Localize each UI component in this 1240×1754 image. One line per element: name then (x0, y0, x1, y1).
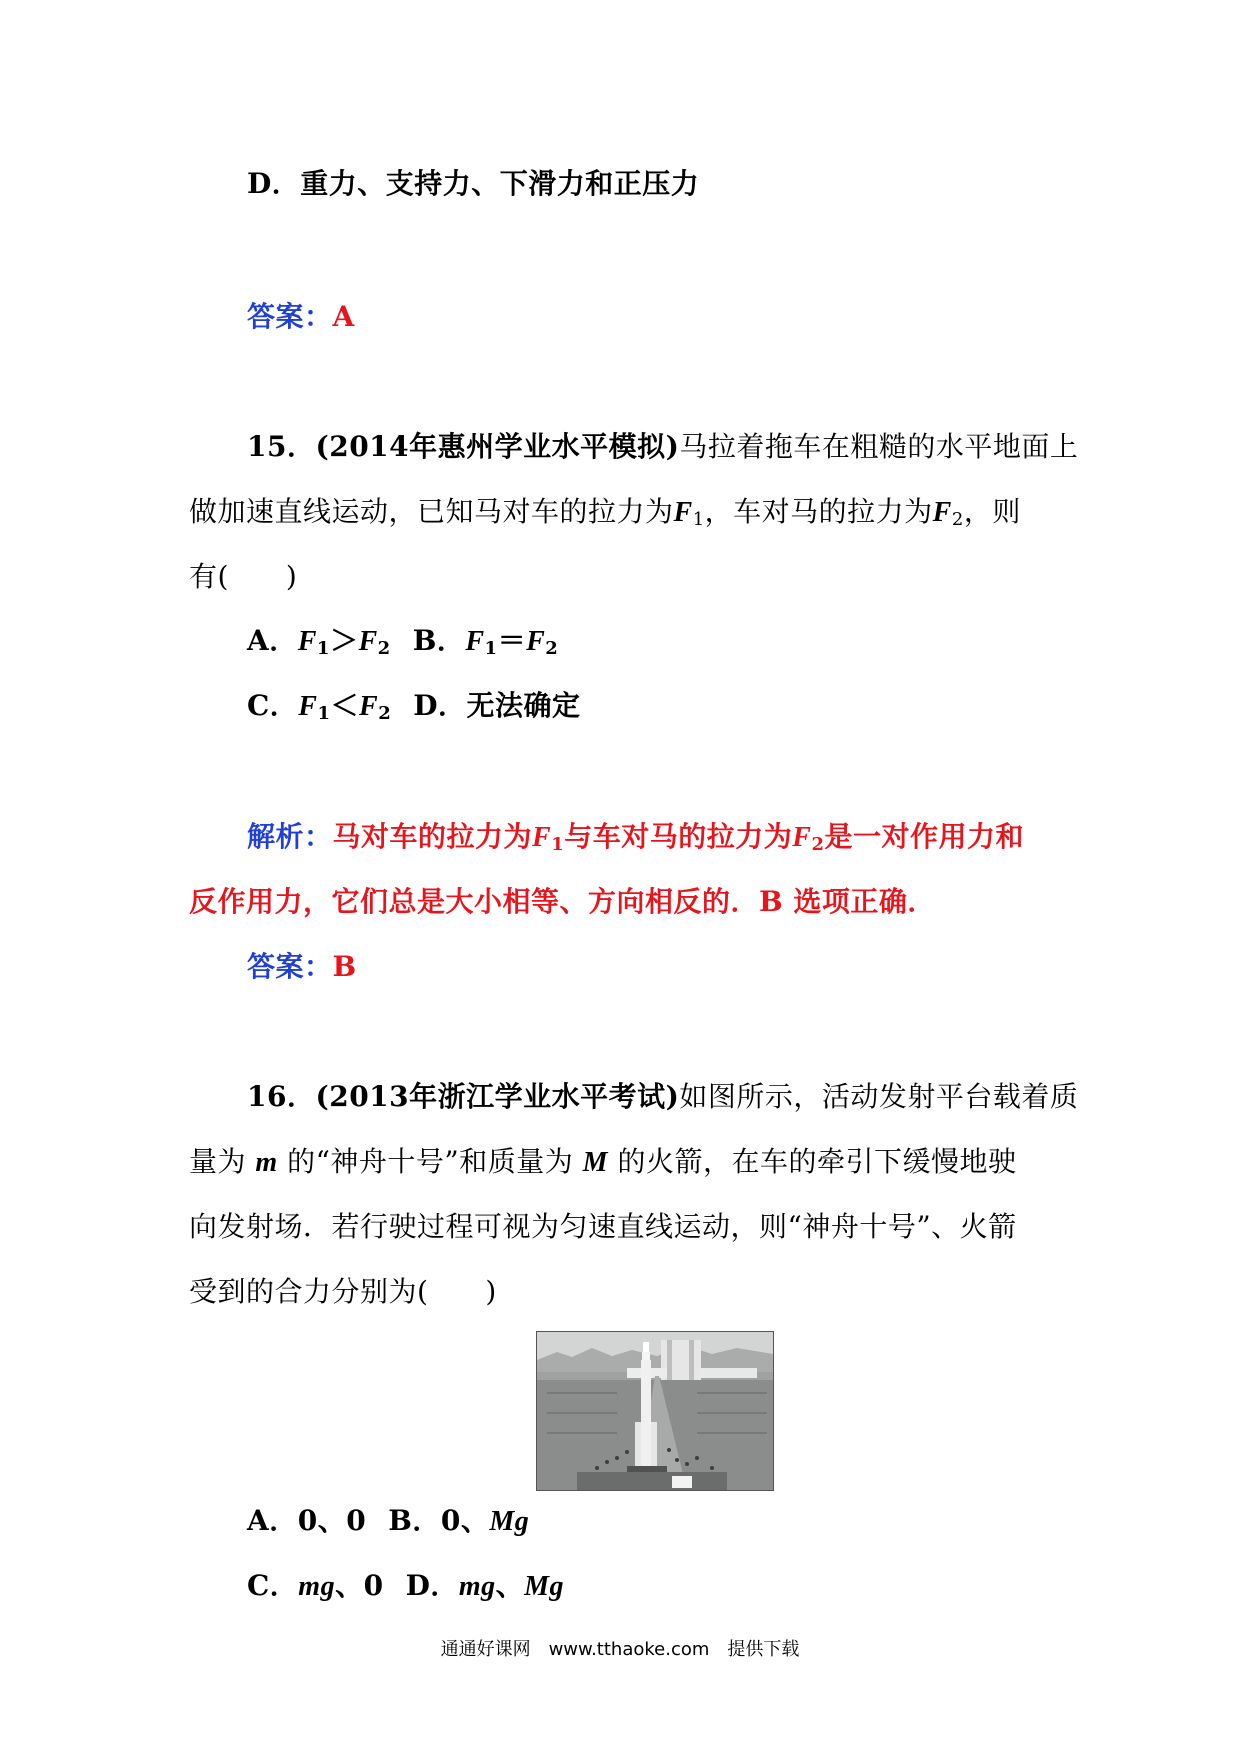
q16-stem-line1: 16．(2013年浙江学业水平考试)如图所示，活动发射平台载着质 (247, 1080, 1079, 1113)
q15-stem-line3: 有( ) (189, 560, 298, 593)
answer-label: 答案： (247, 300, 333, 333)
q15-option-c: C．$F_1<F_2$ (247, 689, 392, 724)
q15-option-d: D．无法确定 (413, 689, 581, 722)
q15-answer (247, 947, 357, 987)
page-footer: 通通好课网 www.tthaoke.com 提供下载 (440, 1639, 800, 1660)
q16-stem-line4: 受到的合力分别为( ) (189, 1275, 497, 1308)
rocket-transport-photo (536, 1331, 774, 1491)
q15-options-cd (247, 686, 603, 727)
q15-stem-line2: 做加速直线运动，已知马对车的拉力为$F_1$，车对马的拉力为$F_2$，则 (189, 495, 1021, 530)
q16-option-c: C．mg、0 (247, 1569, 384, 1602)
answer-value: A (332, 300, 355, 333)
q15-analysis-line1: 解析：马对车的拉力为$F_1$与车对马的拉力为$F_2$是一对作用力和 (247, 820, 1024, 855)
q16-option-b: B．0、Mg (388, 1504, 530, 1537)
answer-value: B (332, 950, 357, 983)
q14-answer (247, 297, 355, 337)
q14-option-d: D．重力、支持力、下滑力和正压力 (247, 167, 700, 200)
q15-analysis-line2: 反作用力，它们总是大小相等、方向相反的．B 选项正确． (189, 885, 936, 918)
q16-option-d: D．mg、Mg (405, 1569, 565, 1602)
q16-option-a: A．0、0 (247, 1504, 367, 1537)
q16-stem-line2: 量为 m 的“神舟十号”和质量为 M 的火箭，在车的牵引下缓慢地驶 (189, 1145, 1017, 1178)
answer-label: 答案： (247, 950, 333, 983)
q16-stem-line3: 向发射场．若行驶过程可视为匀速直线运动，则“神舟十号”、火箭 (189, 1210, 1017, 1243)
q16-options-ab (247, 1501, 551, 1542)
q15-stem-line1: 15．(2014年惠州学业水平模拟)马拉着拖车在粗糙的水平地面上 (247, 430, 1079, 463)
q15-option-b: B．$F_1=F_2$ (412, 624, 559, 659)
q15-options-ab (247, 621, 580, 662)
analysis-label: 解析： (247, 820, 333, 853)
q16-options-cd (247, 1566, 586, 1607)
q15-option-a: A．$F_1>F_2$ (247, 624, 391, 659)
